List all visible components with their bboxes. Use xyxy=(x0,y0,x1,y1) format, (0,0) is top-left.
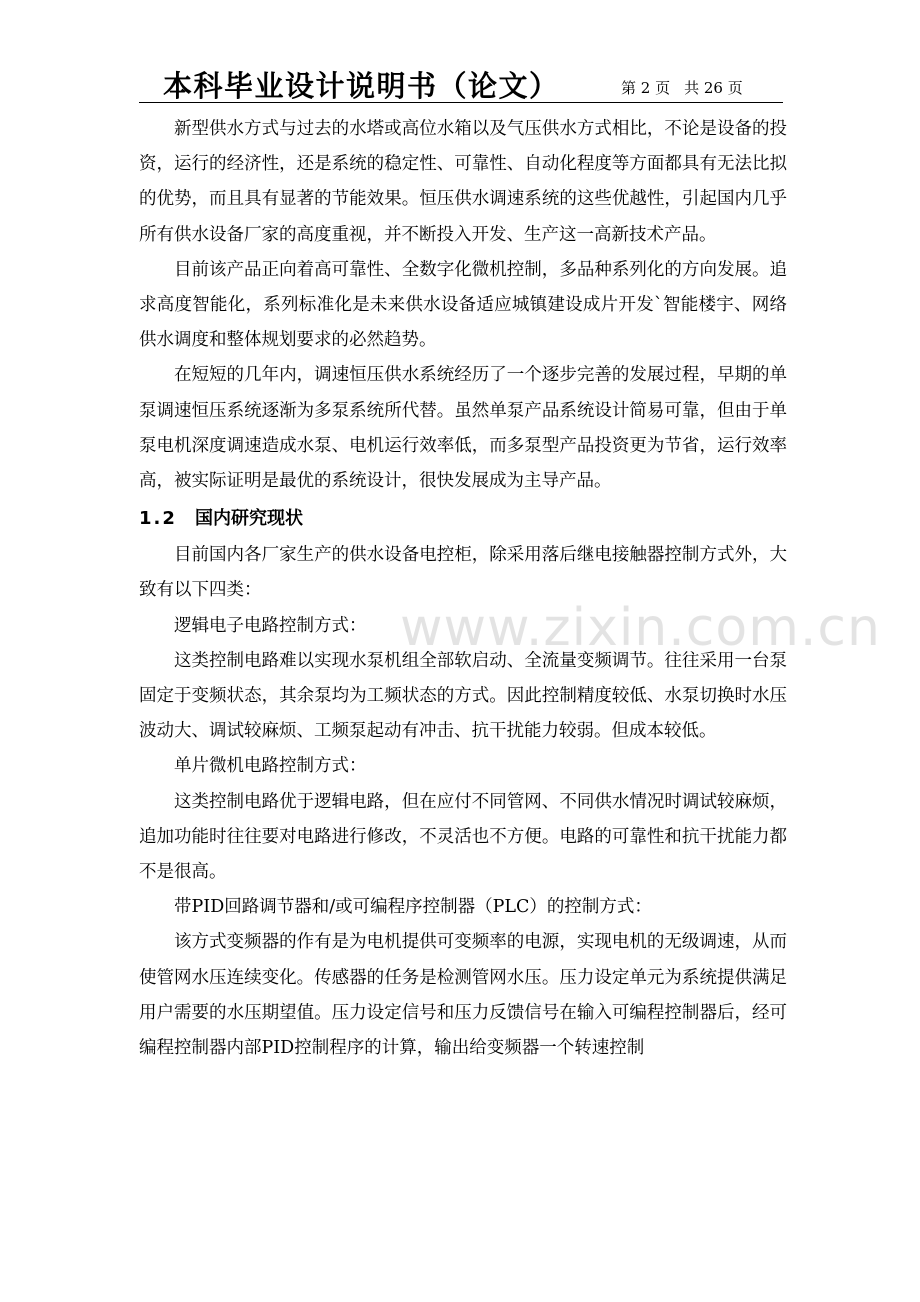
page-number xyxy=(621,77,743,98)
page-total: 共 26 页 xyxy=(684,79,743,97)
paragraph: 该方式变频器的作有是为电机提供可变频率的电源，实现电机的无级调速，从而使管网水压连续变化。传感器的任务是检测管网水压。压力设定单元为系统提供满足用户需要的水压期望值。压力设定信号和压力反馈信号在输入可编程控制器后，经可编程控制器内部PID控制程序的计算，输出给变频器一个转速控制 xyxy=(139,932,787,1059)
paragraph: 目前国内各厂家生产的供水设备电控柜，除采用落后继电接触器控制方式外，大致有以下四类： xyxy=(139,545,787,601)
document-body xyxy=(139,112,787,1066)
paragraph: 在短短的几年内，调速恒压供水系统经历了一个逐步完善的发展过程，早期的单泵调速恒压系统逐渐为多泵系统所代替。虽然单泵产品系统设计简易可靠，但由于单泵电机深度调速造成水泵、电机运行效率低，而多泵型产品投资更为节省，运行效率高，被实际证明是最优的系统设计，很快发展成为主导产品。 xyxy=(139,365,787,492)
subheading-paragraph: 单片微机电路控制方式： xyxy=(174,756,367,777)
paragraph: 目前该产品正向着高可靠性、全数字化微机控制，多品种系列化的方向发展。追求高度智能化，系列标准化是未来供水设备适应城镇建设成片开发`智能楼宇、网络供水调度和整体规划要求的必然趋势。 xyxy=(139,259,787,351)
section-heading xyxy=(139,499,787,538)
page-current: 第 2 页 xyxy=(621,79,671,97)
watermark: www.zixin.com.cn xyxy=(400,598,881,658)
paragraph: 这类控制电路难以实现水泵机组全部软启动、全流量变频调节。往往采用一台泵固定于变频状态，其余泵均为工频状态的方式。因此控制精度较低、水泵切换时水压波动大、调试较麻烦、工频泵起动有冲击、抗干扰能力较弱。但成本较低。 xyxy=(139,650,787,742)
subheading-paragraph: 逻辑电子电路控制方式： xyxy=(174,615,367,636)
section-number: 1.2 xyxy=(139,508,177,530)
page-header xyxy=(139,62,783,103)
document-title: 本科毕业设计说明书（论文） xyxy=(163,69,560,103)
paragraph: 新型供水方式与过去的水塔或高位水箱以及气压供水方式相比，不论是设备的投资，运行的经济性，还是系统的稳定性、可靠性、自动化程度等方面都具有无法比拟的优势，而且具有显著的节能效果。恒压供水调速系统的这些优越性，引起国内几乎所有供水设备厂家的高度重视，并不断投入开发、生产这一高新技术产品。 xyxy=(139,119,787,245)
subheading-paragraph: 带PID回路调节器和/或可编程序控制器（PLC）的控制方式： xyxy=(174,897,652,918)
section-title: 国内研究现状 xyxy=(195,508,303,530)
paragraph: 这类控制电路优于逻辑电路，但在应付不同管网、不同供水情况时调试较麻烦，追加功能时往往要对电路进行修改，不灵活也不方便。电路的可靠性和抗干扰能力都不是很高。 xyxy=(139,791,787,883)
